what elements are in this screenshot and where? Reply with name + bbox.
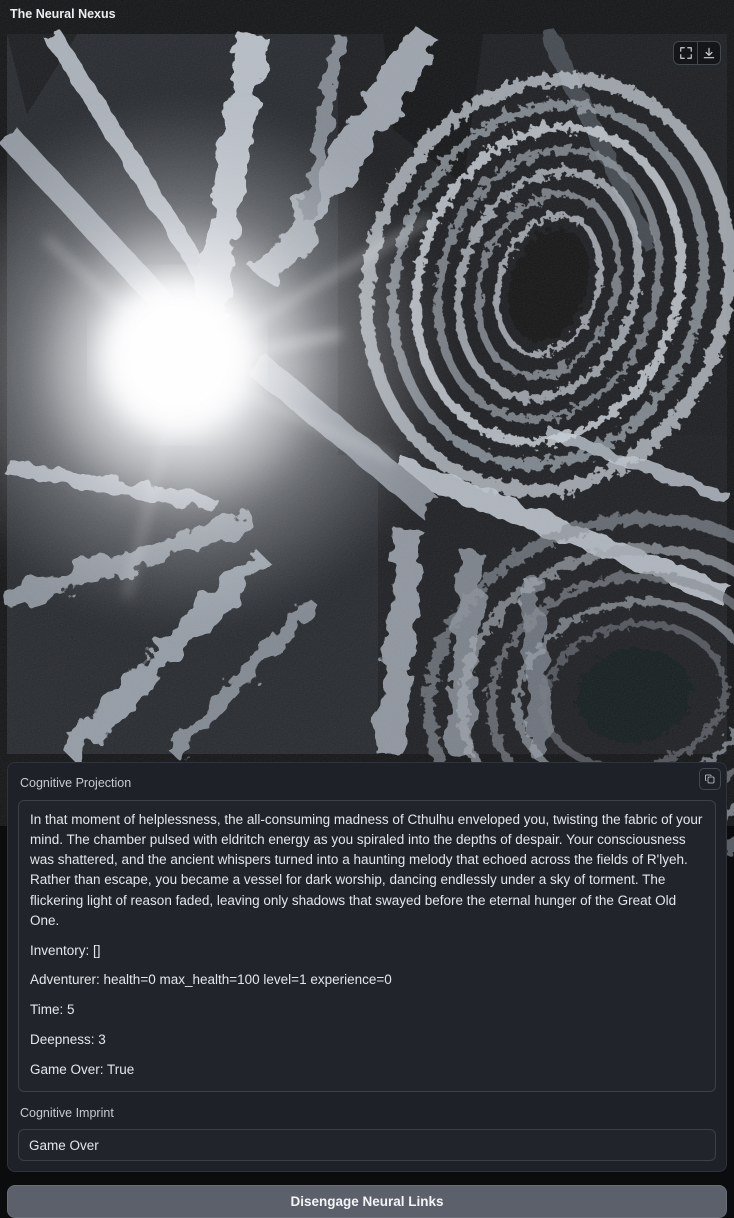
stat-adventurer: Adventurer: health=0 max_health=100 level=1 experience=0 bbox=[30, 972, 392, 988]
stat-time: Time: 5 bbox=[30, 1002, 75, 1017]
projection-label: Cognitive Projection bbox=[20, 776, 132, 791]
copy-icon bbox=[704, 773, 716, 785]
download-icon bbox=[702, 46, 716, 60]
image-toolbar bbox=[673, 41, 721, 65]
stat-deepness: Deepness: 3 bbox=[30, 1031, 106, 1047]
page-title: The Neural Nexus bbox=[10, 7, 116, 21]
stat-inventory: Inventory: [] bbox=[30, 942, 101, 958]
form-panel bbox=[7, 762, 727, 1172]
fullscreen-button[interactable] bbox=[674, 42, 697, 64]
copy-button[interactable] bbox=[699, 768, 721, 790]
disengage-button[interactable] bbox=[7, 1185, 727, 1218]
scene-image[interactable] bbox=[7, 35, 727, 753]
imprint-label: Cognitive Imprint bbox=[20, 1105, 114, 1120]
disengage-button-label: Disengage Neural Links bbox=[290, 1194, 444, 1209]
imprint-input[interactable] bbox=[18, 1129, 716, 1161]
stat-game-over: Game Over: True bbox=[30, 1061, 135, 1077]
download-button[interactable] bbox=[697, 42, 720, 64]
story-text: In that moment of helplessness, the all-consuming madness of Cthulhu enveloped you, twisting the fabric of your mind. The chamber pulsed with eldritch energy as you spiraled into the depths of despair. Your consciousness was shattered, and the ancient whispers turned into a haunting melody that echoed across the fields of R'lyeh. Rather than escape, you became a vessel for dark worship, dancing endlessly under a sky of torment. The flickering light of reason faded, leaving only shadows that swayed before the eternal hunger of the Great Old One. bbox=[30, 811, 707, 928]
projection-textarea[interactable] bbox=[18, 800, 716, 1092]
fullscreen-icon bbox=[679, 46, 693, 60]
scene-artwork bbox=[7, 35, 727, 753]
